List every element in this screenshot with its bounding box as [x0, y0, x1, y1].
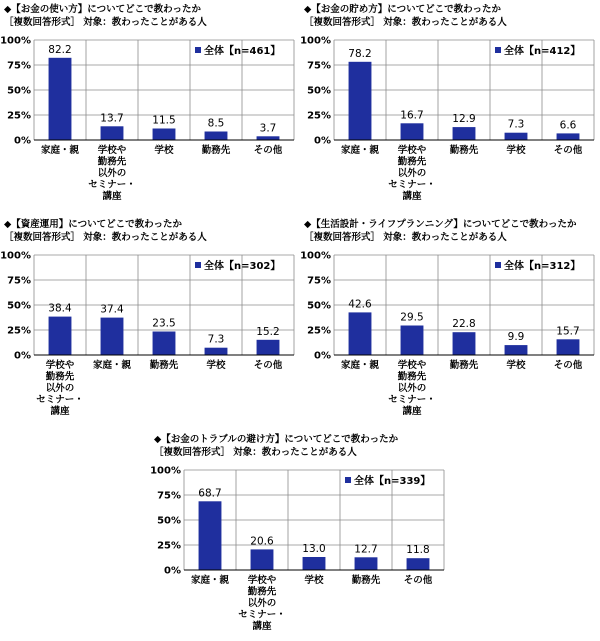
category-label: 学校や勤務先以外のセミナー・講座 — [238, 575, 286, 632]
bar — [303, 557, 326, 570]
chart-subtitle: ［複数回答形式］ 対象：教わったことがある人 — [304, 17, 507, 28]
data-label: 6.6 — [559, 119, 577, 132]
y-tick-label: 0% — [14, 350, 31, 362]
legend-label: 全体【n=412】 — [504, 46, 581, 57]
data-label: 78.2 — [348, 47, 372, 60]
legend-swatch — [195, 47, 201, 53]
legend-label: 全体【n=339】 — [354, 476, 431, 487]
bar — [505, 133, 528, 140]
legend-swatch — [495, 47, 501, 53]
chart-subtitle: ［複数回答形式］ 対象：教わったことがある人 — [154, 447, 357, 458]
data-label: 13.0 — [302, 543, 326, 555]
bar — [355, 557, 378, 570]
y-tick-label: 50% — [157, 515, 181, 527]
chart-subtitle: ［複数回答形式］ 対象：教わったことがある人 — [4, 232, 207, 243]
bar-chart-saving — [300, 32, 596, 214]
y-tick-label: 100% — [150, 465, 181, 477]
y-tick-label: 50% — [307, 85, 331, 97]
category-label: 学校 — [506, 145, 526, 156]
data-label: 68.7 — [198, 487, 222, 500]
category-label: その他 — [253, 145, 283, 156]
category-label: 家庭・親 — [40, 145, 80, 156]
category-label: 勤務先 — [449, 360, 479, 371]
y-tick-label: 25% — [7, 110, 31, 122]
y-tick-label: 75% — [7, 275, 31, 287]
y-tick-label: 75% — [307, 60, 331, 72]
chart-subtitle: ［複数回答形式］ 対象：教わったことがある人 — [4, 17, 207, 28]
bar — [453, 127, 476, 140]
y-tick-label: 25% — [307, 325, 331, 337]
data-label: 15.7 — [556, 325, 580, 338]
y-tick-label: 50% — [7, 300, 31, 312]
category-label: 学校や勤務先以外のセミナー・講座 — [388, 360, 436, 417]
bar — [101, 318, 124, 355]
y-tick-label: 50% — [307, 300, 331, 312]
data-label: 7.3 — [207, 333, 225, 346]
chart-subtitle: ［複数回答形式］ 対象：教わったことがある人 — [304, 232, 507, 243]
data-label: 29.5 — [400, 311, 424, 324]
bar — [205, 348, 228, 355]
data-label: 7.3 — [507, 118, 525, 131]
data-label: 15.2 — [256, 325, 280, 338]
chart-title: ◆【お金の使い方】についてどこで教わったか — [4, 4, 202, 15]
category-label: 学校 — [304, 575, 324, 586]
bar — [505, 345, 528, 355]
y-tick-label: 100% — [0, 250, 31, 262]
bar — [453, 332, 476, 355]
bar — [557, 339, 580, 355]
bar — [401, 123, 424, 140]
data-label: 12.7 — [354, 543, 378, 556]
y-tick-label: 100% — [300, 35, 331, 47]
category-label: 学校や勤務先以外のセミナー・講座 — [388, 145, 436, 202]
y-tick-label: 25% — [307, 110, 331, 122]
bar-chart-money-trouble — [150, 462, 446, 639]
category-label: その他 — [553, 360, 583, 371]
chart-panel-investment — [0, 219, 296, 429]
data-label: 37.4 — [100, 303, 124, 316]
bar — [205, 132, 228, 141]
data-label: 16.7 — [400, 109, 424, 122]
legend-label: 全体【n=312】 — [504, 261, 581, 272]
category-label: 勤務先 — [149, 360, 179, 371]
bar — [349, 62, 372, 140]
category-label: その他 — [553, 145, 583, 156]
category-label: その他 — [403, 575, 433, 586]
y-tick-label: 25% — [7, 325, 31, 337]
category-label: 学校や勤務先以外のセミナー・講座 — [36, 360, 84, 417]
category-label: その他 — [253, 360, 283, 371]
bar — [199, 501, 222, 570]
data-label: 9.9 — [507, 331, 525, 344]
data-label: 13.7 — [100, 112, 124, 125]
legend-swatch — [345, 477, 351, 483]
chart-title: ◆【生活設計・ライフプランニング】についてどこで教わったか — [304, 219, 577, 230]
category-label: 家庭・親 — [340, 145, 380, 156]
category-label: 家庭・親 — [340, 360, 380, 371]
y-tick-label: 75% — [307, 275, 331, 287]
legend-swatch — [495, 262, 501, 268]
data-label: 8.5 — [207, 117, 225, 130]
data-label: 3.7 — [259, 122, 277, 135]
category-label: 学校 — [154, 145, 174, 156]
bar — [153, 129, 176, 141]
y-tick-label: 50% — [7, 85, 31, 97]
data-label: 12.9 — [452, 113, 476, 126]
data-label: 11.5 — [152, 114, 176, 127]
y-tick-label: 0% — [314, 135, 331, 147]
bar — [257, 340, 280, 355]
category-label: 勤務先 — [351, 575, 381, 586]
bar — [49, 317, 72, 355]
y-tick-label: 75% — [7, 60, 31, 72]
y-tick-label: 100% — [0, 35, 31, 47]
chart-title: ◆【お金の貯め方】についてどこで教わったか — [304, 4, 502, 15]
category-label: 学校や勤務先以外のセミナー・講座 — [88, 145, 136, 202]
data-label: 42.6 — [348, 298, 372, 311]
bar-chart-life-planning — [300, 247, 596, 429]
category-label: 家庭・親 — [190, 575, 230, 586]
bar — [407, 558, 430, 570]
category-label: 学校 — [506, 360, 526, 371]
y-tick-label: 100% — [300, 250, 331, 262]
bar — [251, 549, 274, 570]
bar — [557, 133, 580, 140]
chart-panel-life-planning — [300, 219, 596, 429]
chart-panel-money-trouble — [150, 434, 446, 639]
data-label: 11.8 — [406, 544, 430, 557]
bar — [153, 332, 176, 356]
data-label: 23.5 — [152, 317, 176, 330]
bar-chart-spending — [0, 32, 296, 214]
legend-swatch — [195, 262, 201, 268]
y-tick-label: 0% — [14, 135, 31, 147]
y-tick-label: 25% — [157, 540, 181, 552]
category-label: 勤務先 — [449, 145, 479, 156]
y-tick-label: 0% — [314, 350, 331, 362]
bar-chart-investment — [0, 247, 296, 429]
category-label: 家庭・親 — [92, 360, 132, 371]
chart-panel-spending — [0, 4, 296, 214]
bar — [257, 136, 280, 140]
y-tick-label: 75% — [157, 490, 181, 502]
data-label: 82.2 — [48, 43, 72, 56]
bar — [349, 312, 372, 355]
legend-label: 全体【n=302】 — [204, 261, 281, 272]
data-label: 38.4 — [48, 302, 72, 315]
bar — [401, 326, 424, 356]
legend-label: 全体【n=461】 — [204, 46, 281, 57]
category-label: 勤務先 — [201, 145, 231, 156]
bar — [101, 126, 124, 140]
category-label: 学校 — [206, 360, 226, 371]
chart-title: ◆【資産運用】についてどこで教わったか — [4, 219, 183, 230]
chart-title: ◆【お金のトラブルの避け方】についてどこで教わったか — [154, 434, 399, 445]
chart-panel-saving — [300, 4, 596, 214]
bar — [49, 58, 72, 140]
data-label: 20.6 — [250, 535, 274, 548]
y-tick-label: 0% — [164, 565, 181, 577]
data-label: 22.8 — [452, 318, 476, 331]
